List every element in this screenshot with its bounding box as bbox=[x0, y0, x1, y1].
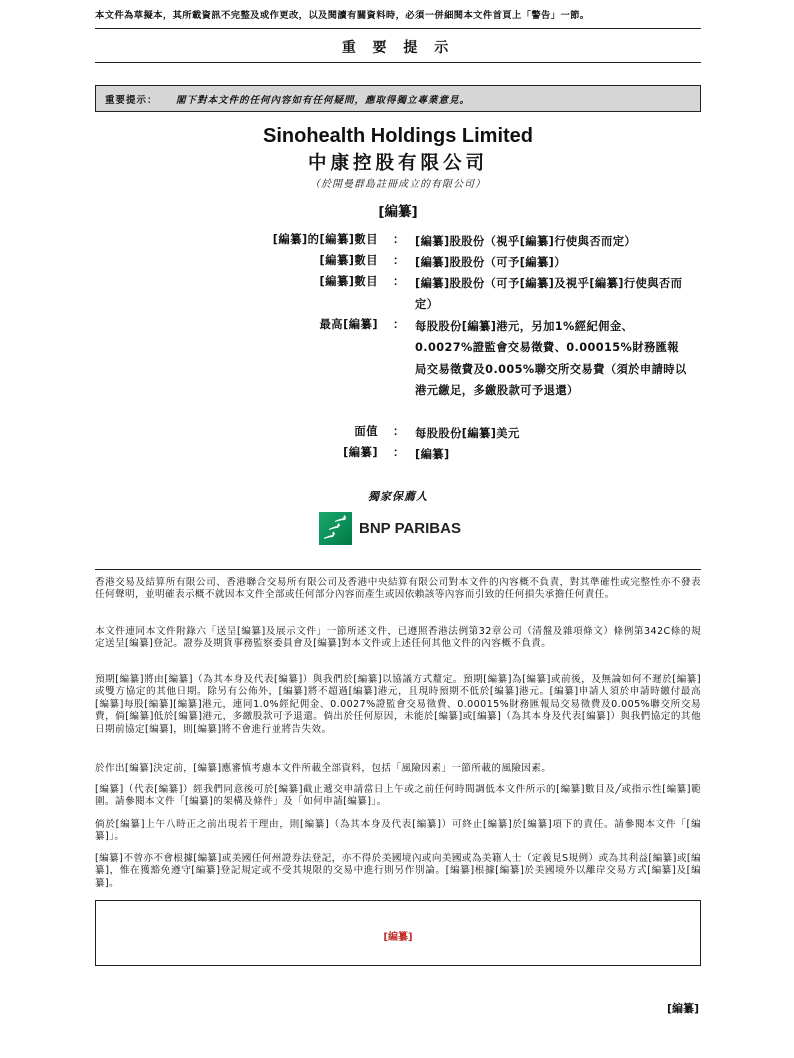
redacted-box bbox=[95, 900, 701, 966]
redacted-box-text: [編纂] bbox=[383, 932, 413, 943]
offering-row-key: [編纂] bbox=[343, 446, 378, 459]
offering-row-key: 面值 bbox=[354, 425, 378, 438]
disclaimer-paragraph bbox=[95, 853, 701, 890]
section-divider bbox=[95, 569, 701, 570]
draft-notice: 本文件為草擬本，其所載資訊不完整及或作更改，以及閱讀有關資料時，必須一併細閱本文件首頁上「警告」一節。 bbox=[95, 10, 590, 21]
disclaimer-text: 於作出[編纂]決定前，[編纂]應審慎考慮本文件所載全部資料，包括「風險因素」一節所載的風險因素。 bbox=[95, 763, 552, 774]
incorporation-note: （於開曼群島註冊成立的有限公司） bbox=[310, 179, 486, 190]
offering-title: [編纂] bbox=[378, 204, 418, 220]
offering-row-key: [編纂]數目 bbox=[319, 275, 378, 288]
offering-row-value: [編纂]股股份（可予[編纂]及視乎[編纂]行使與否而定） bbox=[415, 277, 683, 312]
offering-row-value: [編纂] bbox=[415, 448, 450, 461]
offering-row-key: [編纂]的[編纂]數目 bbox=[272, 233, 378, 246]
disclaimer-text: 本文件連同本文件附錄六「送呈[編纂]及展示文件」一節所述文件，已遵照香港法例第32章公司（清盤及雜項條文）條例第342C條的規定送呈[編纂]登記。證券及期貨事務監察委員會及[編纂]對本文件或上述任何其他文件的內容概不負責。 bbox=[95, 626, 701, 650]
offering-row-colon: ： bbox=[393, 425, 405, 438]
offering-row-key: [編纂]數目 bbox=[319, 254, 378, 267]
offering-row-colon: ： bbox=[393, 446, 405, 459]
offering-row-value: [編纂]股股份（視乎[編纂]行使與否而定） bbox=[415, 235, 637, 248]
disclaimer-text: 預期[編纂]將由[編纂]（為其本身及代表[編纂]）與我們於[編纂]以協議方式釐定。預期[編纂]為[編纂]或前後，及無論如何不遲於[編纂]或雙方協定的其他日期。除另有公佈外，[編纂]將不超過[編纂]港元，且現時預期不低於[編纂]港元。[編纂]申請人須於申請時繳付最高[編纂]每股[編纂][編纂]港元，連同1.0%經紀佣金、0.0027%證監會交易徵費、0.00015%財務匯報局交易徵費及0.005%聯交所交易費，倘[編纂]低於[編纂]港元，多繳股款可予退還。倘出於任何原因，未能於[編纂]或[編纂]（為其本身及代表[編纂]）與我們協定的其他日期前協定[編纂]，則[編纂]將不會進行並將告失效。 bbox=[95, 674, 701, 735]
offering-row-value: 每股股份[編纂]港元，另加1%經紀佣金、0.0027%證監會交易徵費、0.00015%財務匯報局交易徵費及0.005%聯交所交易費（須於申請時以港元繳足，多繳股款可予退還） bbox=[415, 320, 687, 397]
company-name-chinese: 中康控股有限公司 bbox=[307, 153, 488, 174]
disclaimer-paragraph bbox=[95, 674, 701, 736]
disclaimer-text: 香港交易及結算所有限公司、香港聯合交易所有限公司及香港中央結算有限公司對本文件的內容概不負責，對其準確性或完整性亦不發表任何聲明，並明確表示概不就因本文件全部或任何部分內容而產生或因依賴該等內容而引致的任何損失承擔任何責任。 bbox=[95, 577, 701, 601]
sponsor-name: BNP PARIBAS bbox=[359, 520, 461, 537]
important-notice-title: 重 要 提 示 bbox=[341, 40, 455, 56]
notice-text: 閣下對本文件的任何內容如有任何疑問，應取得獨立專業意見。 bbox=[176, 95, 471, 106]
title-divider bbox=[95, 62, 701, 63]
top-divider bbox=[95, 28, 701, 29]
sponsor-logo bbox=[319, 512, 519, 548]
notice-label: 重要提示： bbox=[105, 95, 158, 106]
disclaimer-paragraph bbox=[95, 819, 701, 844]
disclaimer-paragraph bbox=[95, 784, 701, 809]
offering-row-colon: ： bbox=[393, 318, 405, 331]
disclaimer-text: 倘於[編纂]上午八時正之前出現若干理由，則[編纂]（為其本身及代表[編纂]）可終止[編纂]於[編纂]項下的責任。請參閱本文件「[編纂]」。 bbox=[95, 819, 701, 843]
disclaimer-paragraph bbox=[95, 763, 701, 775]
disclaimer-text: [編纂]不曾亦不會根據[編纂]或美國任何州證券法登記，亦不得於美國境內或向美國或為美籍人士（定義見S規例）或為其利益[編纂]或[編纂]，惟在獲豁免遵守[編纂]登記規定或不受其規限的交易中進行則另作別論。[編纂]根據[編纂]於美國境外以離岸交易方式[編纂]及[編纂]。 bbox=[95, 853, 701, 889]
page-footer-label: [編纂] bbox=[666, 1002, 699, 1015]
disclaimer-text: [編纂]（代表[編纂]）經我們同意後可於[編纂]截止遞交申請當日上午或之前任何時間調低本文件所示的[編纂]數目及╱或指示性[編纂]範圍。請參閱本文件「[編纂]的架構及條件」及「如何申請[編纂]」。 bbox=[95, 784, 701, 808]
offering-row-value: [編纂]股股份（可予[編纂]） bbox=[415, 256, 566, 269]
offering-row-colon: ： bbox=[393, 275, 405, 288]
offering-row-value: 每股股份[編纂]美元 bbox=[415, 427, 520, 440]
bnp-paribas-logo-icon bbox=[319, 512, 352, 545]
offering-row-key: 最高[編纂] bbox=[319, 318, 378, 331]
offering-row-colon: ： bbox=[393, 254, 405, 267]
sole-sponsor-label: 獨家保薦人 bbox=[368, 490, 428, 503]
important-notice-box bbox=[95, 85, 701, 112]
disclaimer-paragraph bbox=[95, 626, 701, 651]
company-name-english: Sinohealth Holdings Limited bbox=[263, 125, 533, 147]
offering-row-colon: ： bbox=[393, 233, 405, 246]
disclaimer-paragraph bbox=[95, 577, 701, 602]
